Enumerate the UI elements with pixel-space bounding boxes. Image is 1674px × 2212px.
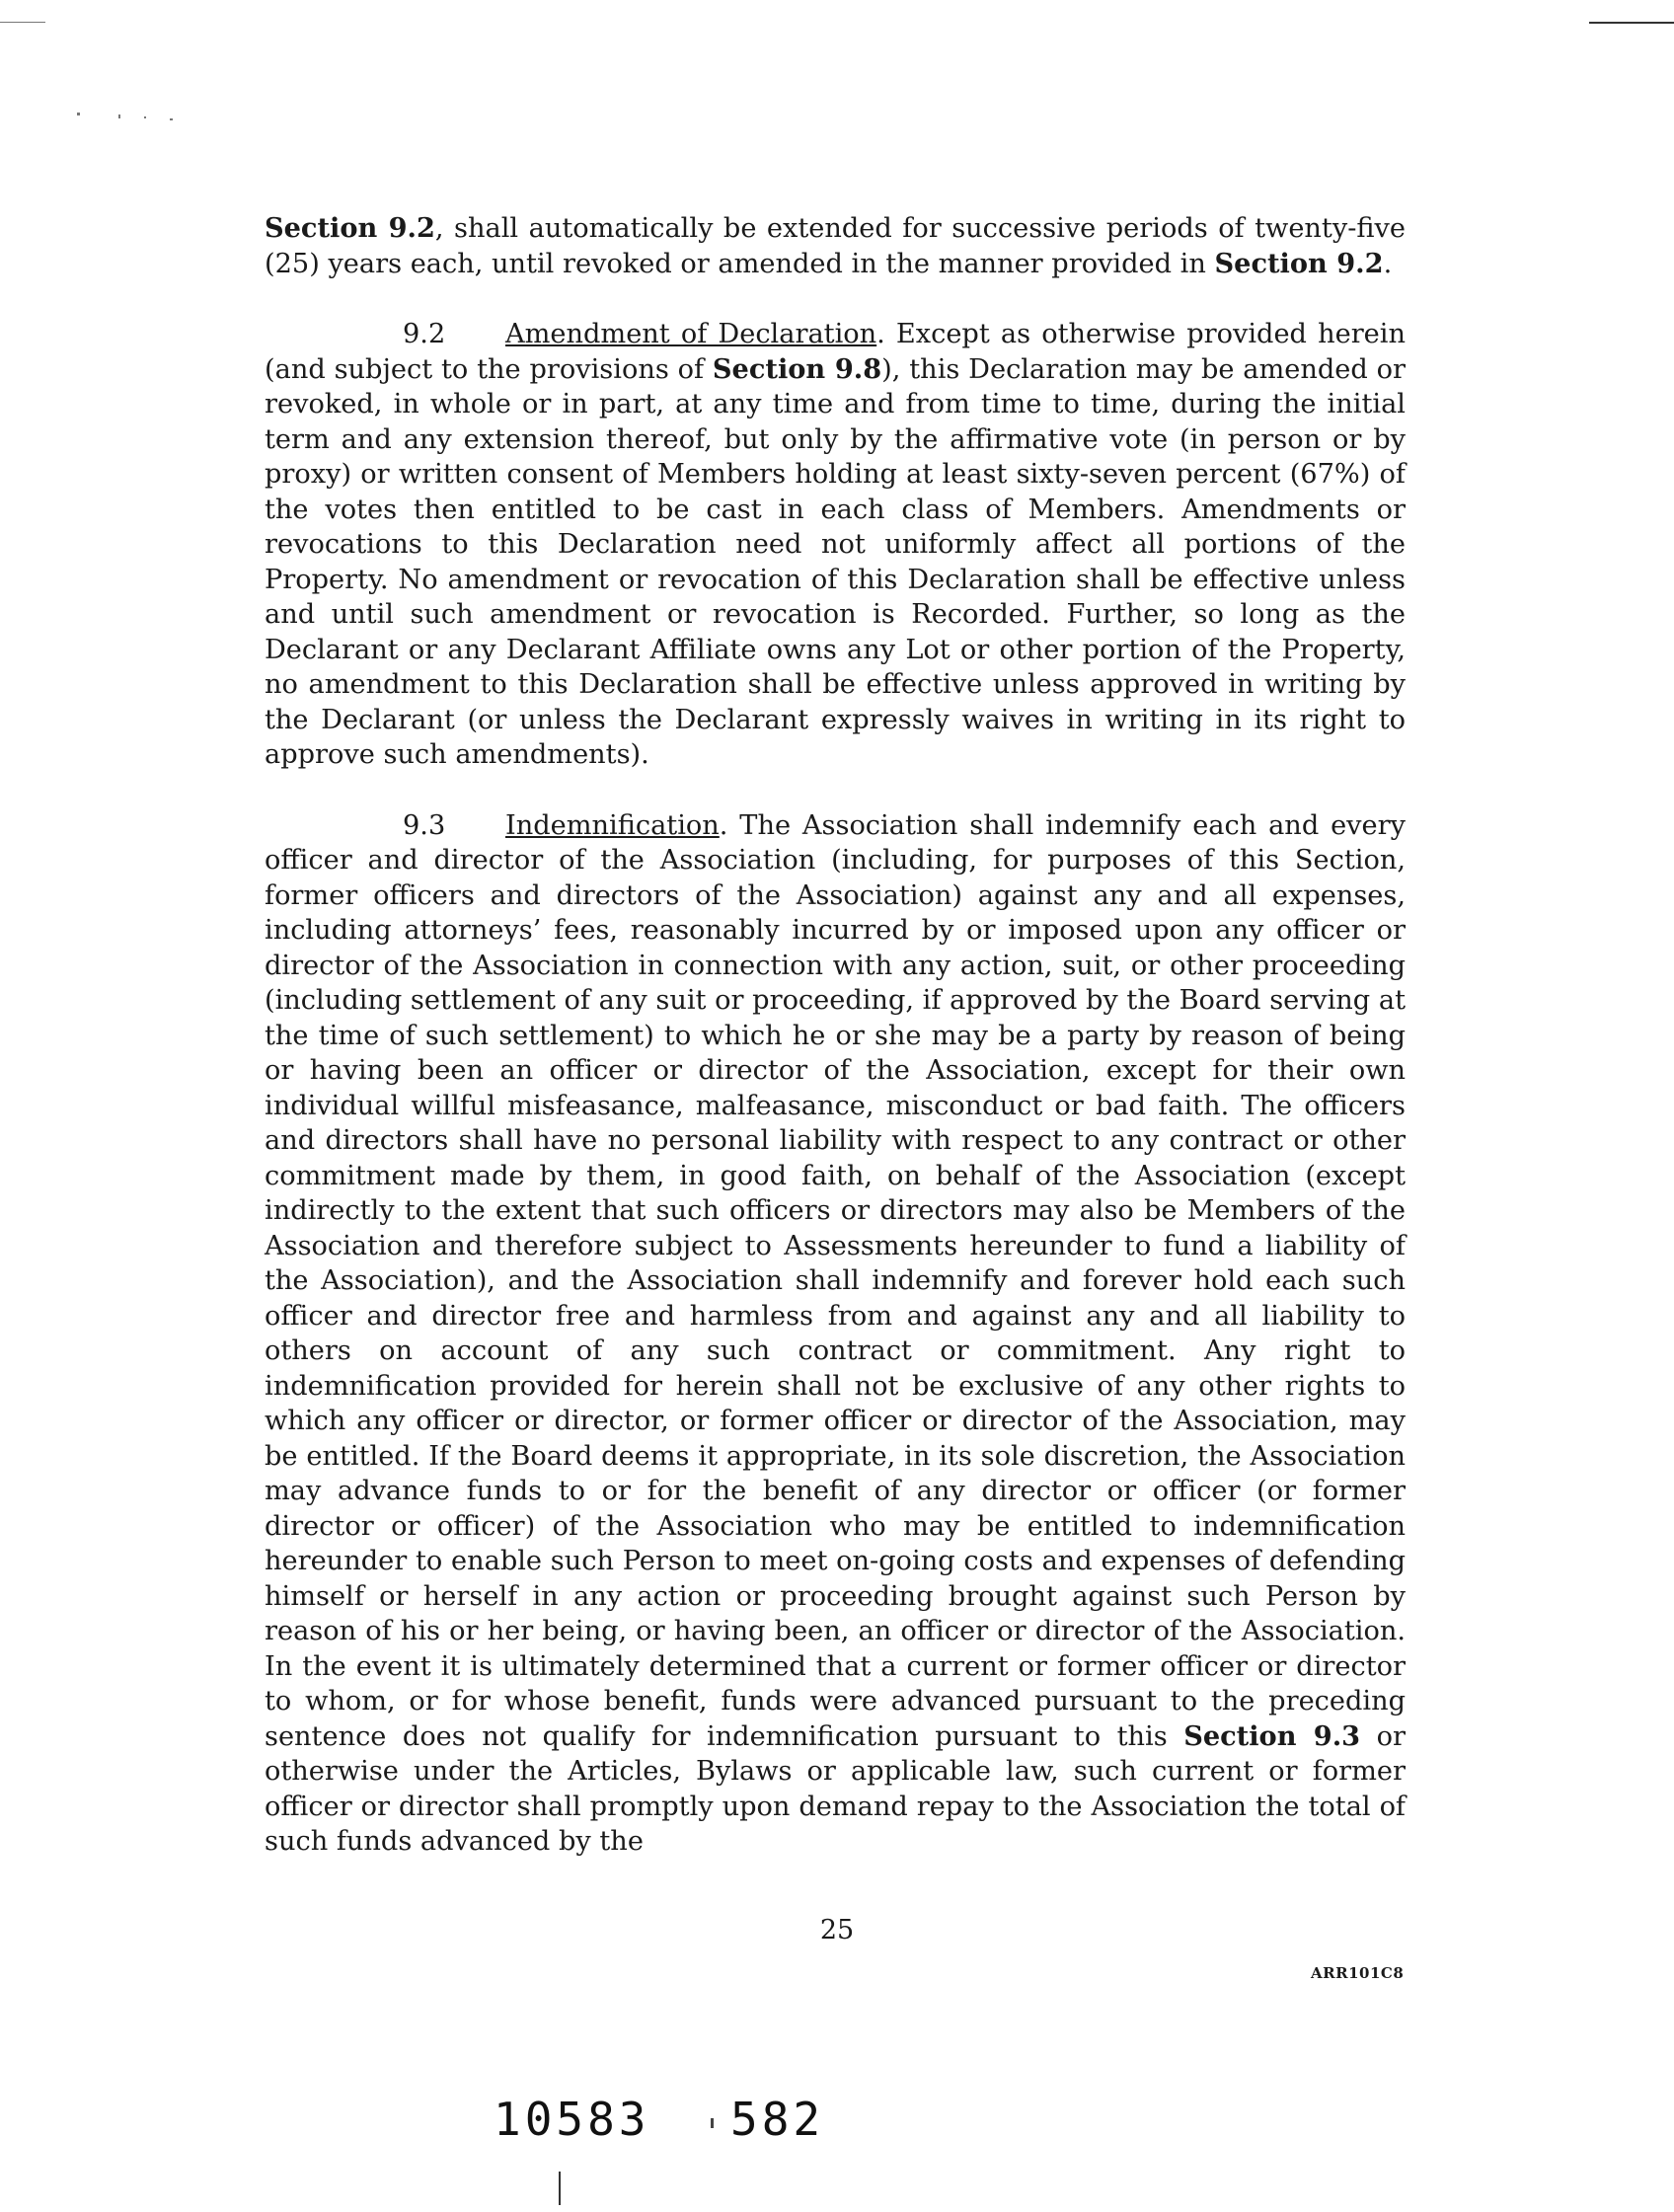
paragraph-text: . The Association shall indemnify each and every officer and director of the Association (including, for purposes of this Section, former officers and directors of the Association) against any and all expenses, including attorneys’ fees, reasonably incurred by or imposed upon any officer or director of the Association in connection with any action, suit, or other proceeding (including settlement of any suit or proceeding, if approved by the Board serving at the time of such settlement) to which he or she may be a party by reason of being or having been an officer or director of the Association, except for their own individual willful misfeasance, malfeasance, misconduct or bad faith. The officers and directors shall have no personal liability with respect to any contract or other commitment made by them, in good faith, on behalf of the Association (except indirectly to the extent that such officers or directors may also be Members of the Association and therefore subject to Assessments hereunder to fund a liability of the Association), and the Association shall indemnify and forever hold each such officer and director free and harmless from and against any and all liability to others on account of any such contract or commitment. Any right to indemnification provided for herein shall not be exclusive of any other rights to which any officer or director, or former officer or director of the Association, may be entitled. If the Board deems it appropriate, in its sole discretion, the Association may advance funds to or for the benefit of any director or officer (or former director or officer) of the Association who may be entitled to indemnification hereunder to enable such Person to meet on-going costs and expenses of defending himself or herself in any action or proceeding brought against such Person by reason of his or her being, or having been, an officer or director of the Association. In the event it is ultimately determined that a current or former officer or director to whom, or for whose benefit, funds were advanced pursuant to the preceding sentence does not qualify for indemnification pursuant to this bbox=[265, 809, 1406, 1752]
scan-mark-bottom bbox=[559, 2172, 561, 2205]
section-reference: Section 9.8 bbox=[712, 352, 882, 385]
section-reference: Section 9.2 bbox=[1214, 247, 1384, 279]
paragraph-text: . bbox=[1383, 248, 1393, 279]
scan-speck bbox=[118, 114, 120, 118]
scan-speck bbox=[170, 118, 173, 120]
section-heading: Indemnification bbox=[505, 809, 720, 841]
scan-speck bbox=[144, 116, 146, 118]
paragraph-text: ), this Declaration may be amended or revoked, in whole or in part, at any time and from time to time, during the initial term and any extension thereof, but only by the affirmative vote (in person or by proxy) or written consent of Members holding at least sixty-seven percent (67%) of the votes then entitled to be cast in each class of Members. Amendments or revocations to this Declaration need not uniformly affect all portions of the Property. No amendment or revocation of this Declaration shall be effective unless and until such amendment or revocation is Recorded. Further, so long as the Declarant or any Declarant Affiliate owns any Lot or other portion of the Property, no amendment to this Declaration shall be effective unless approved in writing by the Declarant (or unless the Declarant expressly waives in writing in its right to approve such amendments). bbox=[265, 353, 1406, 770]
recording-page-number: 582 bbox=[730, 2093, 825, 2146]
paragraph-text: , shall automatically be extended for successive periods of twenty-five (25) years each, until revoked or amended in the manner provided in bbox=[265, 213, 1406, 279]
paragraph-text: . Except as otherwise provided herein (and subject to the provisions of bbox=[265, 319, 1406, 385]
paragraph-section-9-2 bbox=[265, 317, 1406, 773]
scan-mark-top-left bbox=[0, 22, 45, 23]
section-heading: Amendment of Declaration bbox=[505, 319, 877, 349]
paragraph-text: or otherwise under the Articles, Bylaws or applicable law, such current or former officer or director shall promptly upon demand repay to the Association the total of such funds advanced by the bbox=[265, 1720, 1406, 1857]
scan-speck bbox=[711, 2118, 714, 2128]
section-reference: Section 9.3 bbox=[1183, 1719, 1361, 1752]
paragraph-section-9-1-continuation bbox=[265, 211, 1406, 281]
section-reference: Section 9.2 bbox=[265, 212, 435, 244]
scan-speck bbox=[77, 113, 80, 115]
recording-book-number: 10583 bbox=[494, 2093, 650, 2146]
section-number: 9.2 bbox=[403, 319, 446, 349]
paragraph-section-9-3 bbox=[265, 808, 1406, 1860]
section-number: 9.3 bbox=[403, 809, 446, 841]
document-code: ARR101C8 bbox=[1311, 1964, 1405, 1982]
document-body bbox=[265, 211, 1406, 1895]
page-number: 25 bbox=[819, 1915, 855, 1945]
scan-mark-top-right bbox=[1589, 22, 1674, 24]
